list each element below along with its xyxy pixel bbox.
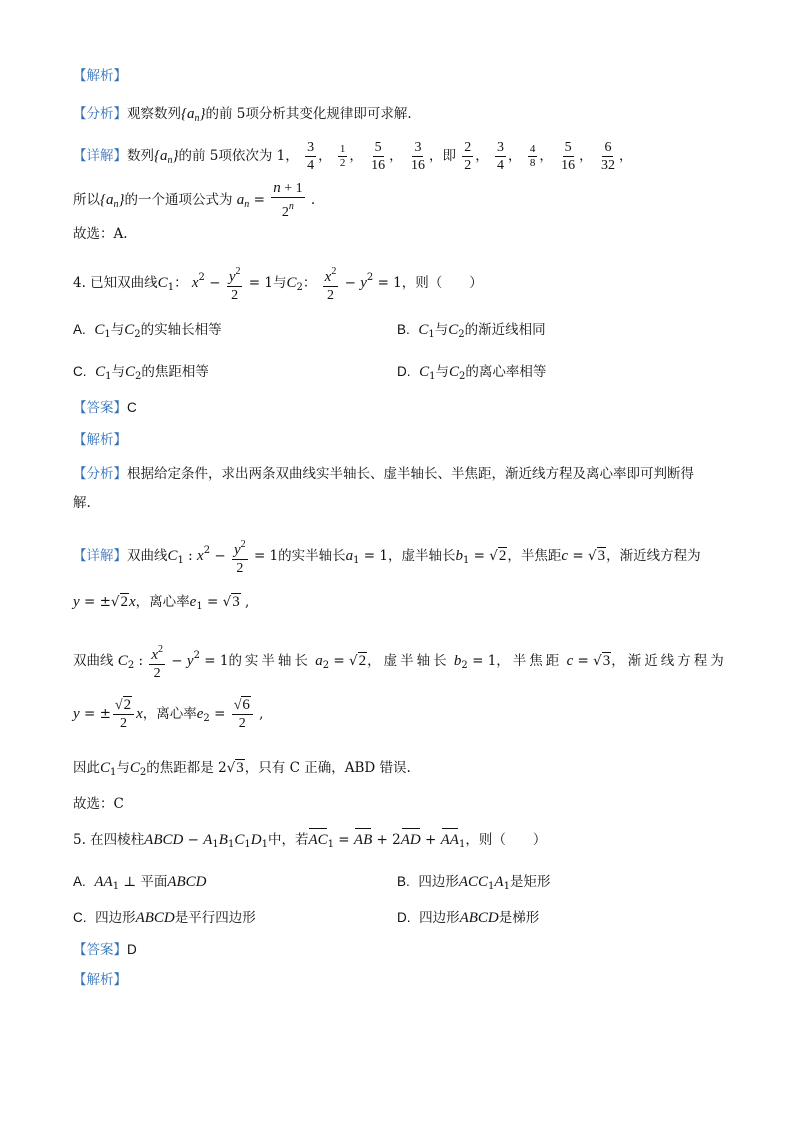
q5-stem: 5. 在四棱柱ABCD − $A_1B_1C_1D_1$中，若$AC_1$ = AB + $2AD + AA_1$，则（ ） [73,832,547,850]
q4-option-b[interactable]: B. $C_1$与$C_2$的渐近线相同 [397,322,546,340]
q4-analysis-line-2: 解. [73,495,91,511]
q4-option-a[interactable]: A. $C_1$与$C_2$的实轴长相等 [73,322,222,340]
q4-detail-line-2: y = ±√2x，离心率$e_1 = √3$ , [73,594,250,612]
q4-option-c[interactable]: C. $C_1$与$C_2$的焦距相等 [73,364,209,382]
q4-choice: 故选：C [73,796,124,812]
q4-analysis-line-1: 【分析】根据给定条件，求出两条双曲线实半轴长、虚半轴长、半焦距，渐近线方程及离心率即可判断得 [73,466,694,482]
q3-detail-line: 【详解】数列$\{a_n\}$的前 5项依次为 1， $\frac{3}{4}$ ， $\frac{1}{2}$ ， $\frac{5}{16}$ ， $\frac{3}{16}$ ，即 $\frac{2}{2}$ ， $\frac{3}{4}$ ， $\frac{4}{8}$ ， $\frac{5}{16}$ ， $\frac{6}{32}$ ， [73,140,633,173]
q4-detail-line-5: 因此$C_1$与$C_2$的焦距都是 2√3，只有 C 正确，ABD 错误. [73,760,411,778]
q4-detail-line-3: 双曲线 $C_2$ : $\frac{x^2}{2}$ − $y^2 = 1$的实半轴长 $a_2 = √2$，虚半轴长 $b_2 = 1$，半焦距 c = √3，渐近线方程为 [73,636,727,686]
q4-answer: 【答案】C [73,400,137,416]
q3-choice: 故选：A. [73,226,128,242]
q5-answer: 【答案】D [73,942,137,958]
q4-detail-line-1: 【详解】双曲线$C_1$ : $x^2$ − $\frac{y^2}{2}$ = 1的实半轴长$a_1 = 1$，虚半轴长$b_1 = √2$，半焦距c = √3，渐近线方程为 [73,532,701,580]
q4-option-d[interactable]: D. $C_1$与$C_2$的离心率相等 [397,364,547,382]
q3-conclusion-line: 所以$\{a_n\}$的一个通项公式为 $a_n$ = $\frac{n + 1}{2^n}$ . [73,180,316,220]
analysis-tag-2: 【解析】 [73,432,127,448]
q4-stem: 4. 已知双曲线$C_1$： $x^2$ − $\frac{y^2}{2}$ = 1与$C_2$： $\frac{x^2}{2}$ − $y^2 = 1$，则（ ） [73,258,483,308]
q5-option-b[interactable]: B. 四边形$ACC_1A_1$是矩形 [397,874,551,892]
analysis-tag-1: 【解析】 [73,68,127,84]
q5-option-a[interactable]: A. $AA_1$ ⊥ 平面ABCD [73,874,207,892]
q5-option-d[interactable]: D. 四边形ABCD是梯形 [397,910,540,926]
analysis-tag-3: 【解析】 [73,972,127,988]
q4-detail-line-4: y = ± $\frac{√2}{2}$ x，离心率$e_2$ = $\frac{√6}{2}$ , [73,697,264,731]
q3-analysis-line: 【分析】观察数列$\{a_n\}$的前 5项分析其变化规律即可求解. [73,106,412,124]
q5-option-c[interactable]: C. 四边形ABCD是平行四边形 [73,910,256,926]
